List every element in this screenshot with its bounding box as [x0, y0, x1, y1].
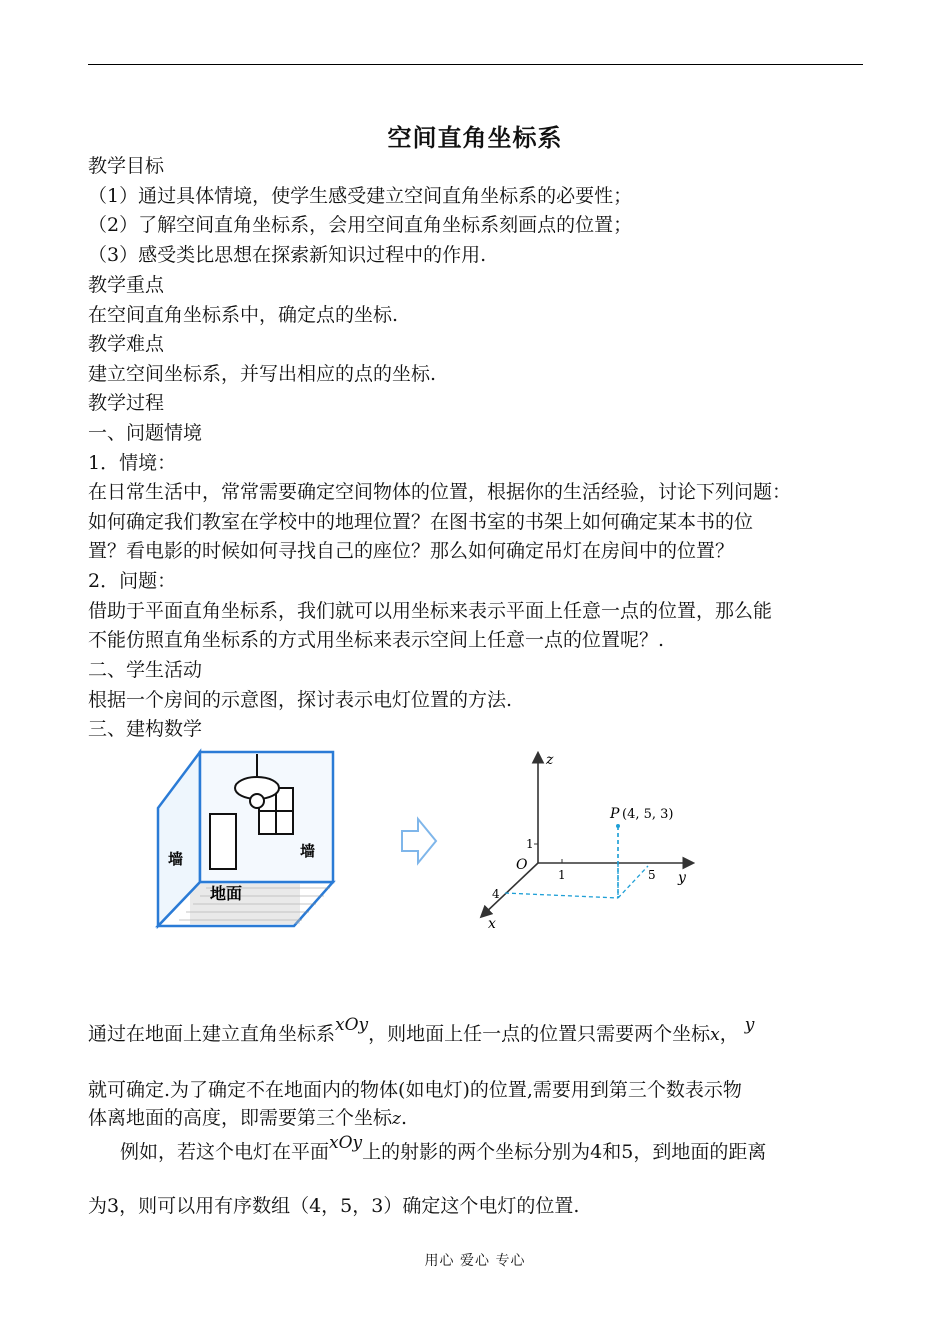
math-xoy: xOy	[329, 1133, 363, 1153]
math-z: z	[392, 1109, 401, 1129]
text-line: 根据一个房间的示意图，探讨表示电灯位置的方法.	[88, 689, 513, 711]
text-line: （2）了解空间直角坐标系，会用空间直角坐标系刻画点的位置；	[88, 214, 633, 236]
text-line: 借助于平面直角坐标系，我们就可以用坐标来表示平面上任意一点的位置，那么能	[88, 600, 773, 622]
page-title: 空间直角坐标系	[387, 124, 563, 152]
text-line: 在空间直角坐标系中，确定点的坐标.	[88, 304, 399, 326]
text-line: 教学目标	[88, 155, 165, 177]
text-fragment: 例如，若这个电灯在平面	[120, 1141, 330, 1163]
text-line: 教学重点	[88, 274, 165, 296]
paragraph-line-3	[88, 1106, 407, 1131]
text-line: 二、学生活动	[88, 659, 203, 681]
text-line: 三、建构数学	[88, 718, 203, 740]
text-fragment: .	[400, 1107, 408, 1129]
text-line: 教学过程	[88, 392, 165, 414]
left-wall-label: 墙	[168, 850, 184, 868]
text-fragment: ，则地面上任一点的位置只需要两个坐标	[368, 1023, 711, 1045]
text-fragment: 通过在地面上建立直角坐标系	[88, 1023, 336, 1045]
text-line: 在日常生活中，常常需要确定空间物体的位置，根据你的生活经验，讨论下列问题：	[88, 481, 792, 503]
text-line: 置？看电影的时候如何寻找自己的座位？那么如何确定吊灯在房间中的位置？	[88, 540, 735, 562]
text-line: 如何确定我们教室在学校中的地理位置？在图书室的书架上如何确定某本书的位	[88, 511, 754, 533]
z-axis-label: z	[546, 752, 554, 768]
point-coordinates: (4, 5, 3)	[622, 807, 674, 822]
text-line: 不能仿照直角坐标系的方式用坐标来表示空间上任意一点的位置呢？.	[88, 629, 665, 651]
text-line: 一、问题情境	[88, 422, 203, 444]
text-line: 教学难点	[88, 333, 165, 355]
right-wall-label: 墙	[300, 842, 316, 860]
math-xoy: xOy	[335, 1015, 369, 1035]
coordinate-system-diagram	[470, 748, 710, 938]
paragraph-line-1	[88, 1015, 755, 1047]
text-fragment: 体离地面的高度，即需要第三个坐标	[88, 1107, 393, 1129]
x-axis-label: x	[488, 916, 496, 932]
transition-arrow-icon	[398, 815, 440, 867]
z-tick-label: 1	[526, 837, 534, 851]
text-line: （1）通过具体情境，使学生感受建立空间直角坐标系的必要性；	[88, 185, 633, 207]
text-line: 1．情境：	[88, 452, 177, 474]
math-y: y	[744, 1015, 755, 1035]
paragraph-line-5: 为3，则可以用有序数组（4，5，3）确定这个电灯的位置.	[88, 1195, 580, 1217]
y-tick-label-1: 1	[558, 868, 566, 882]
y-tick-label-5: 5	[648, 868, 656, 882]
text-fragment: 上的射影的两个坐标分别为4和5，到地面的距离	[362, 1141, 767, 1163]
math-x: x	[710, 1025, 720, 1045]
x-tick-label-4: 4	[492, 887, 500, 901]
text-line: （3）感受类比思想在探索新知识过程中的作用.	[88, 244, 487, 266]
origin-label: O	[516, 857, 528, 873]
floor-label: 地面	[210, 884, 243, 903]
paragraph-line-2: 就可确定.为了确定不在地面内的物体(如电灯)的位置,需要用到第三个数表示物	[88, 1079, 742, 1101]
text-line: 建立空间坐标系，并写出相应的点的坐标.	[88, 363, 437, 385]
point-label: P	[610, 806, 620, 822]
paragraph-line-4	[120, 1133, 767, 1165]
y-axis-label: y	[678, 870, 686, 886]
text-fragment: ，	[719, 1023, 739, 1045]
x-axis	[482, 863, 538, 916]
text-line: 2．问题：	[88, 570, 177, 592]
header-rule	[88, 64, 863, 65]
page-footer: 用心 爱心 专心	[424, 1253, 526, 1269]
